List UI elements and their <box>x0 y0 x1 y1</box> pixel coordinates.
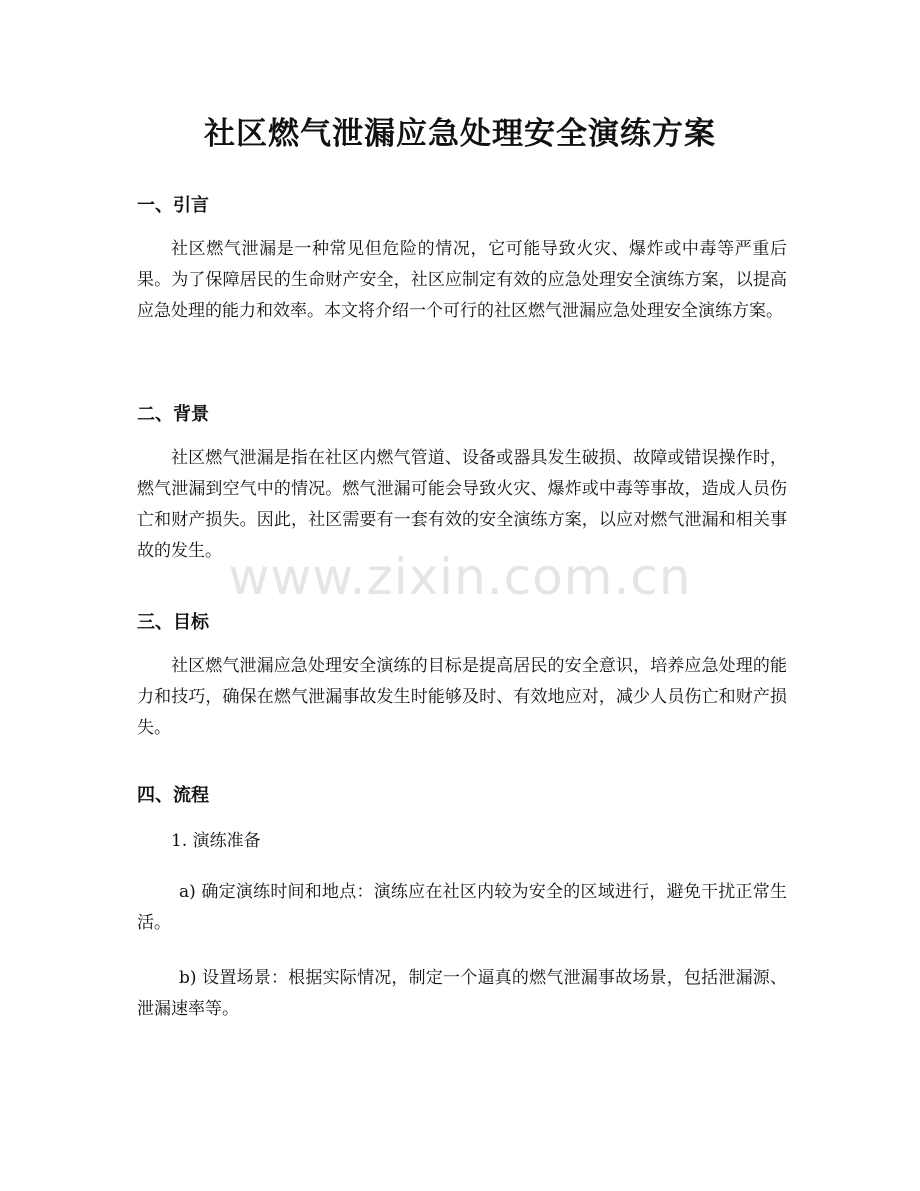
section-heading-introduction: 一、引言 <box>137 195 209 216</box>
section-heading-process: 四、流程 <box>137 785 209 806</box>
section-paragraph-goals: 社区燃气泄漏应急处理安全演练的目标是提高居民的安全意识，培养应急处理的能力和技巧，确保在燃气泄漏事故发生时能够及时、有效地应对，减少人员伤亡和财产损失。 <box>137 656 787 738</box>
process-item-b: b) 设置场景：根据实际情况，制定一个逼真的燃气泄漏事故场景，包括泄漏源、泄漏速率等。 <box>137 968 787 1019</box>
section-paragraph-background: 社区燃气泄漏是指在社区内燃气管道、设备或器具发生破损、故障或错误操作时，燃气泄漏到空气中的情况。燃气泄漏可能会导致火灾、爆炸或中毒等事故，造成人员伤亡和财产损失。因此，社区需要有一套有效的安全演练方案，以应对燃气泄漏和相关事故的发生。 <box>137 448 787 561</box>
document-title: 社区燃气泄漏应急处理安全演练方案 <box>204 116 716 152</box>
watermark: www.zixin.com.cn <box>228 548 692 606</box>
process-step-1: 1. 演练准备 <box>171 831 261 851</box>
section-paragraph-introduction: 社区燃气泄漏是一种常见但危险的情况，它可能导致火灾、爆炸或中毒等严重后果。为了保障居民的生命财产安全，社区应制定有效的应急处理安全演练方案，以提高应急处理的能力和效率。本文将介绍一个可行的社区燃气泄漏应急处理安全演练方案。 <box>137 239 787 321</box>
section-heading-background: 二、背景 <box>137 404 209 425</box>
section-heading-goals: 三、目标 <box>137 612 209 633</box>
process-item-a: a) 确定演练时间和地点：演练应在社区内较为安全的区域进行，避免干扰正常生活。 <box>137 882 787 933</box>
